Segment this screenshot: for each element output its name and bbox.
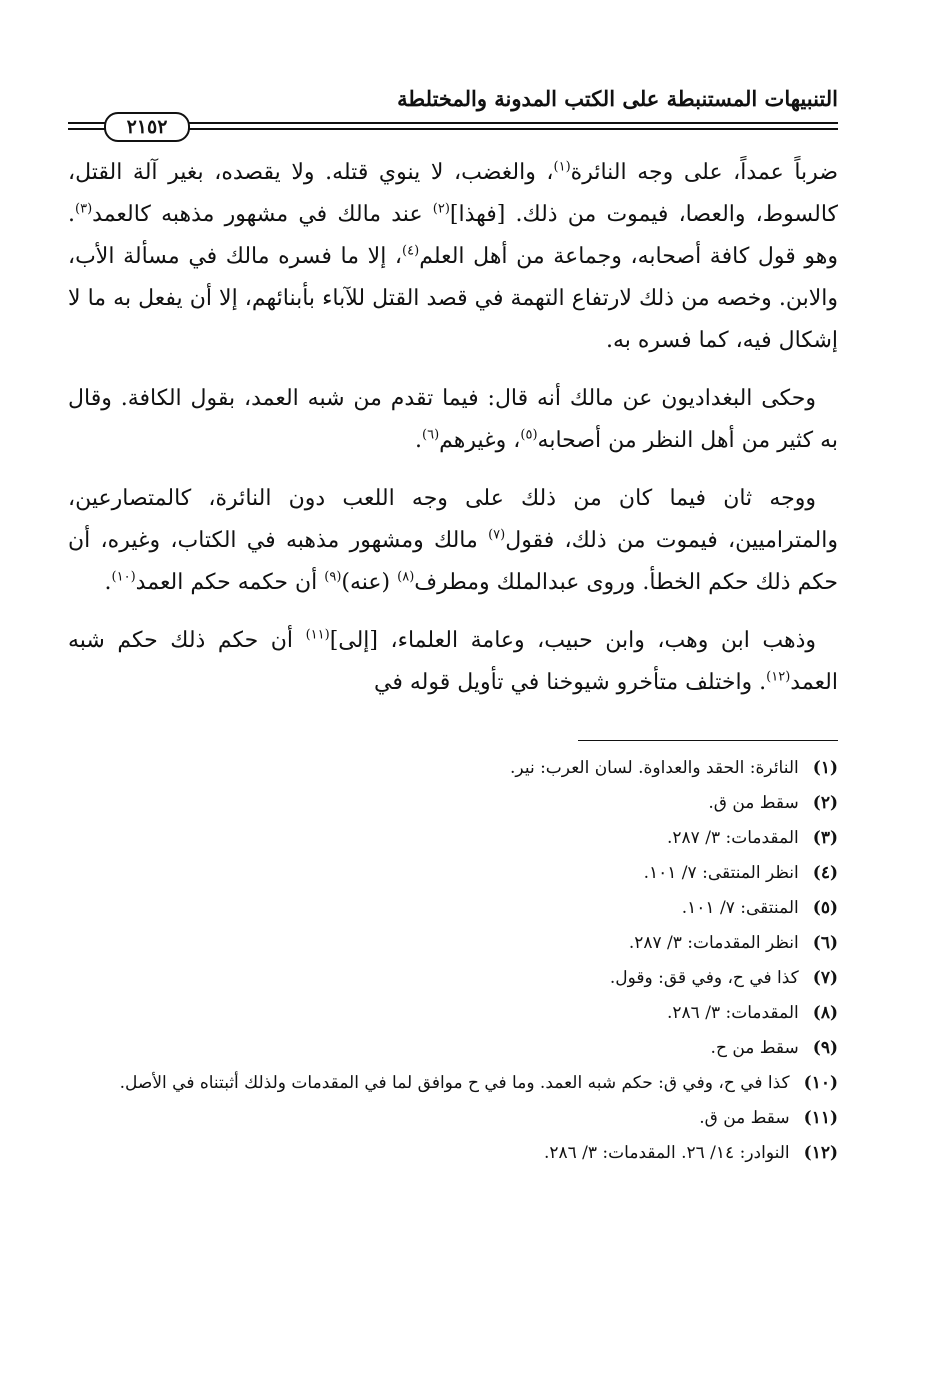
text-segment: ووجه ثان فيما كان من ذلك على وجه اللعب دون النائرة، كالمتصارعين، والمترامیين، فيموت من ذلك، فقول: [68, 486, 838, 553]
footnote-number: (٢): [812, 793, 838, 813]
footnote-text: النائرة: الحقد والعداوة. لسان العرب: نير.: [510, 758, 799, 778]
footnote-reference: (٦): [422, 427, 440, 443]
footnote-text: كذا في ح، وفي قق: وقول.: [609, 968, 799, 988]
footnote-reference: (١٢): [766, 669, 791, 685]
footnote-text: سقط من ح.: [710, 1038, 799, 1058]
text-segment: . واختلف متأخرو شيوخنا في تأويل قوله في: [374, 670, 767, 695]
paragraph: [68, 478, 838, 604]
footnote-number: (٥): [812, 898, 838, 918]
paragraph: [68, 152, 838, 362]
text-segment: وذهب ابن وهب، وابن حبيب، وعامة العلماء، [إلى]: [329, 628, 816, 653]
footnote: [68, 821, 838, 856]
footnote-number: (٣): [812, 828, 838, 848]
text-segment: مالك ومشهور مذهبه في الكتاب، وغيره، أن حكم ذلك حكم الخطأ. وروى عبدالملك ومطرف: [68, 528, 838, 595]
footnote-text: كذا في ح، وفي ق: حكم شبه العمد. وما في ح موافق لما في المقدمات ولذلك أثبتناه في الأصل.: [119, 1073, 790, 1093]
footnote: [68, 1101, 838, 1136]
footnote: [68, 891, 838, 926]
main-text: [68, 152, 838, 704]
footnote-reference: (٩): [324, 569, 342, 585]
footnote-text: انظر المقدمات: ٣/ ٢٨٧.: [628, 933, 799, 953]
footnotes: [68, 751, 838, 1171]
footnote-number: (٤): [812, 863, 838, 883]
footnote-number: (٩): [812, 1038, 838, 1058]
footnote-text: انظر المنتقى: ٧/ ١٠١.: [643, 863, 799, 883]
text-segment: أن حكمه حكم العمد: [135, 570, 325, 595]
footnote: [68, 996, 838, 1031]
text-segment: .: [104, 570, 112, 595]
text-segment: .: [415, 428, 422, 453]
footnote: [68, 1031, 838, 1066]
footnote-number: (١١): [803, 1108, 838, 1128]
footnote: [68, 786, 838, 821]
text-segment: ضرباً عمداً، على وجه النائرة: [570, 160, 839, 185]
footnote: [68, 1066, 838, 1101]
text-segment: عند مالك في مشهور مذهبه كالعمد: [92, 202, 433, 227]
footnote-reference: (٣): [75, 201, 93, 217]
book-page: [68, 78, 838, 1171]
footnote-text: النوادر: ١٤/ ٢٦. المقدمات: ٣/ ٢٨٦.: [543, 1143, 790, 1163]
footnote-number: (٧): [812, 968, 838, 988]
footnote-text: المنتقى: ٧/ ١٠١.: [681, 898, 799, 918]
paragraph: [68, 378, 838, 462]
page-number: ٢١٥٢: [104, 112, 190, 142]
footnote-reference: (٢): [432, 201, 450, 217]
footnote-number: (٨): [812, 1003, 838, 1023]
footnote-number: (١٠): [803, 1073, 838, 1093]
text-segment: (عنه): [341, 570, 398, 595]
footnote: [68, 856, 838, 891]
text-segment: وحكى البغداديون عن مالك أنه قال: فيما تقدم من شبه العمد، بقول الكافة. وقال به كثير من أهل النظر من أصحابه: [68, 386, 838, 453]
footnote-number: (١): [812, 758, 838, 778]
text-segment: ، وغيرهم: [439, 428, 521, 453]
running-header: [68, 78, 838, 138]
footnote-text: المقدمات: ٣/ ٢٨٧.: [666, 828, 799, 848]
footnote-reference: (٧): [488, 527, 506, 543]
footnote-text: سقط من ق.: [699, 1108, 790, 1128]
text-segment: ، إلا ما فسره مالك في مسألة الأب، والابن. وخصه من ذلك لارتفاع التهمة في قصد القتل للآباء بأبنائهم، إلا أن يفعل به ما لا إشكال فيه، كما فسره به.: [68, 244, 838, 353]
footnote-reference: (٥): [520, 427, 538, 443]
footnote-number: (١٢): [803, 1143, 838, 1163]
footnote-reference: (٨): [397, 569, 415, 585]
footnote-reference: (٤): [402, 243, 420, 259]
footnote-separator: [578, 740, 838, 741]
footnote: [68, 961, 838, 996]
text-segment: أن حكم ذلك حكم شبه العمد: [68, 628, 838, 695]
footnote: [68, 1136, 838, 1171]
running-title: التنبيهات المستنبطة على الكتب المدونة والمختلطة: [397, 86, 838, 111]
footnote-reference: (١): [553, 159, 571, 175]
footnote-reference: (١١): [305, 627, 330, 643]
footnote: [68, 926, 838, 961]
text-segment: . وهو قول كافة أصحابه، وجماعة من أهل العلم: [68, 202, 838, 269]
text-segment: ، والغضب، لا ينوي قتله. ولا يقصده، بغير آلة القتل، كالسوط، والعصا، فيموت من ذلك. [فهذا]: [68, 160, 839, 227]
paragraph: [68, 620, 838, 704]
footnote-reference: (١٠): [111, 569, 136, 585]
footnote-text: المقدمات: ٣/ ٢٨٦.: [666, 1003, 799, 1023]
footnote-number: (٦): [812, 933, 838, 953]
footnote-text: سقط من ق.: [708, 793, 799, 813]
footnote: [68, 751, 838, 786]
